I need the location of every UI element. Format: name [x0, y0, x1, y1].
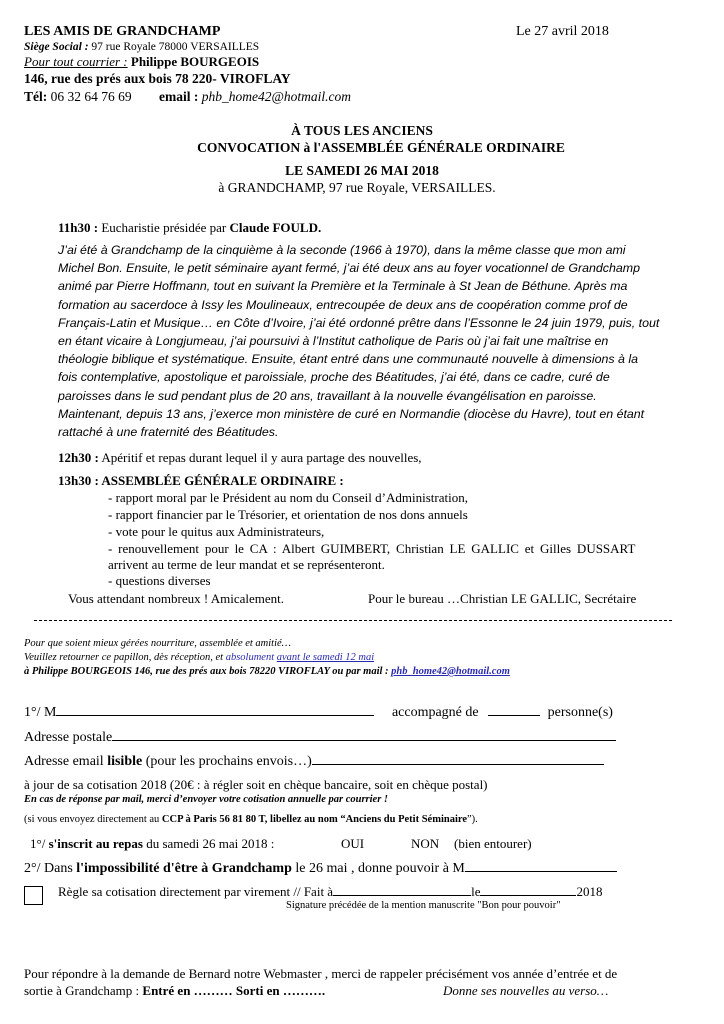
cut-line	[34, 620, 672, 621]
time-1130: 11h30 :	[58, 220, 99, 235]
bio-line: Michel Bon. Ensuite, le petit séminaire ayant fermé, j’ai été deux ans au foyer vocationnel de Grandchamp	[58, 261, 640, 276]
agenda-item: - vote pour le quitus aux Administrateurs,	[108, 524, 325, 539]
ccp-line	[24, 814, 478, 825]
program-text-1330: ASSEMBLÉE GÉNÉRALE ORDINAIRE :	[98, 473, 344, 488]
footer-line-1: Pour répondre à la demande de Bernard notre Webmaster , merci de rappeler précisément vos année d’entrée et de	[24, 966, 618, 981]
closing-signature: Pour le bureau …Christian LE GALLIC, Secrétaire	[368, 591, 637, 606]
siege-line	[24, 41, 259, 53]
tel-label: Tél:	[24, 89, 51, 104]
name-field[interactable]	[56, 704, 374, 716]
form-intro-3a: à Philippe BOURGEOIS 146, rue des prés aux bois 78220 VIROFLAY ou par mail :	[24, 666, 392, 677]
agenda-item: - questions diverses	[108, 573, 211, 588]
agenda-item: - rapport financier par le Trésorier, et orientation de nos dons annuels	[108, 507, 468, 522]
footer-2a: sortie à Grandchamp :	[24, 983, 143, 998]
email-label: email :	[159, 89, 202, 104]
program-item-1330	[58, 473, 344, 489]
meal-date: du samedi 26 mai 2018 :	[142, 836, 275, 851]
ccp-b: CCP à Paris 56 81 80 T, libellez au nom “Anciens du Petit Séminaire	[161, 814, 468, 825]
courrier-line	[24, 54, 259, 70]
ccp-c: ”).	[467, 814, 478, 825]
form-intro-1: Pour que soient mieux gérées nourriture, assemblée et amitié…	[24, 638, 292, 649]
courrier-label: Pour tout courrier :	[24, 54, 128, 69]
deadline-link[interactable]: avant le samedi 12 mai	[276, 652, 375, 663]
persons-label: personne(s)	[547, 705, 613, 720]
tel-value: 06 32 64 76 69	[50, 89, 132, 104]
address-label: Adresse postale	[24, 730, 113, 745]
cotisation-line: à jour de sa cotisation 2018 (20€ : à régler soit en chèque bancaire, soit en chèque postal)	[24, 777, 488, 792]
cotisation-note: En cas de réponse par mail, merci d’envoyer votre cotisation annuelle par courrier !	[24, 794, 388, 805]
transfer-checkbox[interactable]	[24, 886, 43, 905]
letter-date: Le 27 avril 2018	[516, 24, 609, 39]
courrier-address: 146, rue des prés aux bois 78 220- VIROFLAY	[24, 71, 291, 86]
bio-line: Maintenant, depuis 13 ans, j’exerce mon ministère de curé en Normandie (diocèse du Havre), tout en étant	[58, 406, 645, 421]
proxy-c: le 26 mai , donne pouvoir à M	[291, 861, 465, 876]
title-line-2: CONVOCATION à l'ASSEMBLÉE GÉNÉRALE ORDINAIRE	[197, 140, 565, 155]
time-1330: 13h30 :	[58, 473, 99, 488]
bio-line: en étant vicaire à Longjumeau, j’ai poursuivi à l’Institut catholique de Paris où j’ai fait une maîtrise en	[58, 334, 609, 349]
bio-line: Français-Latin et Musique… en Côte d’Ivoire, j’ai été ordonné prêtre dans l’Essonne le 24 juin 1979, puis, tout	[58, 315, 660, 330]
bio-line: formation au sacerdoce à Issy les Moulineaux, entrecoupée de deux ans de coopération comme prof de	[58, 297, 628, 312]
program-item-1130	[58, 220, 321, 236]
meal-yes-option[interactable]: OUI	[341, 836, 365, 851]
guests-count-field[interactable]	[488, 704, 540, 716]
transfer-label: Règle sa cotisation directement par virement // Fait à	[58, 884, 334, 899]
bio-line: rattaché à une fraternité des Béatitudes.	[58, 425, 279, 440]
meal-no-option[interactable]: NON	[411, 836, 440, 851]
siege-label: Siège Social :	[24, 41, 89, 53]
email-field-label: Adresse email	[24, 754, 108, 769]
title-line-3: LE SAMEDI 26 MAI 2018	[285, 163, 439, 178]
address-field[interactable]	[112, 729, 616, 741]
proxy-name-field[interactable]	[465, 860, 617, 872]
footer-2b: Entré en ……… Sorti en ……….	[142, 983, 326, 998]
bio-line: J’ai été à Grandchamp de la cinquième à la seconde (1966 à 1970), dans la même classe que mon ami	[58, 243, 626, 257]
bio-line: théologie biblique et systématique. Ensuite, étant entré dans une communauté nouvelle à dimensions à la	[58, 352, 638, 367]
form-line-email	[24, 753, 604, 770]
email-readable-label: lisible	[107, 754, 143, 769]
form-intro-3	[24, 666, 510, 677]
proxy-a: 2°/ Dans	[24, 861, 77, 876]
proxy-line	[24, 860, 617, 877]
agenda-item: arrivent au terme de leur mandat et se représenteront.	[108, 557, 385, 572]
bio-line: animé par Pierre Hoffmann, tout en suivant la Première et la Terminale à St Jean de Béthune. Après ma	[58, 279, 628, 294]
contact-line	[24, 89, 351, 105]
proxy-b: l'impossibilité d'être à Grandchamp	[76, 861, 292, 876]
siege-value: 97 rue Royale 78000 VERSAILLES	[88, 41, 260, 53]
transfer-line	[58, 884, 602, 900]
program-text-1130: Eucharistie présidée par	[98, 220, 230, 235]
org-name: LES AMIS DE GRANDCHAMP	[24, 24, 221, 39]
signature-note: Signature précédée de la mention manuscrite "Bon pour pouvoir"	[286, 900, 561, 911]
title-line-4: à GRANDCHAMP, 97 rue Royale, VERSAILLES.	[218, 180, 496, 195]
title-line-1: À TOUS LES ANCIENS	[291, 123, 433, 138]
closing-greeting: Vous attendant nombreux ! Amicalement.	[68, 591, 285, 606]
email-input-field[interactable]	[312, 753, 604, 765]
year-label: 2018	[576, 884, 603, 899]
agenda-item: - renouvellement pour le CA : Albert GUIMBERT, Christian LE GALLIC et Gilles DUSSART	[108, 541, 636, 556]
email-note: (pour les prochains envois…)	[142, 754, 312, 769]
footer-line-2	[24, 983, 325, 999]
meal-label: s'inscrit au repas	[48, 836, 143, 851]
form-intro-2b: absolument	[225, 652, 275, 663]
meal-registration-line	[30, 836, 274, 852]
form-intro-2a: Veuillez retourner ce papillon, dès réception, et	[24, 652, 226, 663]
place-field[interactable]	[333, 884, 471, 896]
bio-line: paroisses dans le sud pendant plus de 20 ans, travaillant à la nouvelle évangélisation en paroisse.	[58, 388, 597, 403]
courrier-name: Philippe BOURGEOIS	[127, 54, 260, 69]
time-1230: 12h30 :	[58, 450, 99, 465]
bio-line: fois contemplative, apostolique et paroissiale, proche des Béatitudes, j’ai été, dans ce cadre, curé de	[58, 370, 610, 385]
celebrant-bio	[58, 241, 702, 441]
email-value: phb_home42@hotmail.com	[201, 89, 352, 104]
program-item-1230	[58, 450, 422, 466]
form-line-address	[24, 729, 616, 746]
circle-instruction: (bien entourer)	[454, 836, 532, 851]
form-intro-2	[24, 652, 374, 663]
program-text-1230: Apéritif et repas durant lequel il y aura partage des nouvelles,	[98, 450, 422, 465]
footer-verso-note: Donne ses nouvelles au verso…	[443, 983, 609, 998]
meal-num: 1°/	[30, 836, 49, 851]
reply-email-link[interactable]: phb_home42@hotmail.com	[391, 666, 510, 677]
celebrant-name: Claude FOULD.	[229, 220, 322, 235]
date-field[interactable]	[480, 884, 576, 896]
form-line-name	[24, 704, 613, 721]
agenda-item: - rapport moral par le Président au nom du Conseil d’Administration,	[108, 490, 468, 505]
name-label: 1°/ M	[24, 705, 57, 720]
date-le-label: le	[471, 884, 481, 899]
accompanied-label: accompagné de	[391, 705, 479, 720]
ccp-a: (si vous envoyez directement au	[24, 814, 162, 825]
